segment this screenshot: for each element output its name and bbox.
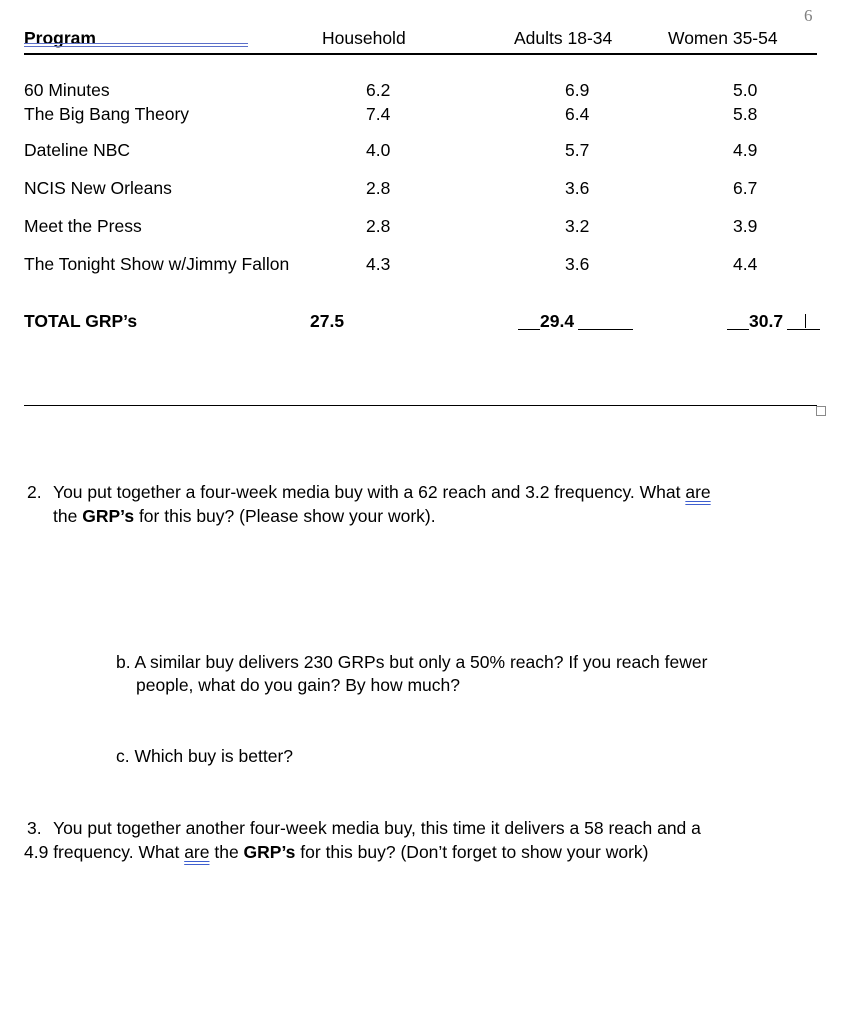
row-household: 2.8 [366,216,391,236]
total-adults: 29.4 [540,311,575,331]
q3-are-word: are [184,842,210,862]
row-household: 4.3 [366,254,391,274]
row-household: 4.0 [366,140,391,160]
total-women: 30.7 [749,311,784,331]
row-women: 5.0 [733,80,758,100]
row-adults: 5.7 [565,140,590,160]
q3-line2-mid: the [209,842,244,862]
program-underline-2 [24,46,248,47]
total-household: 27.5 [310,311,345,331]
row-household: 2.8 [366,178,391,198]
row-program: NCIS New Orleans [24,178,172,198]
total-women-blank-left [727,329,749,330]
header-women: Women 35-54 [668,28,778,48]
resize-handle[interactable] [816,406,826,416]
row-program: Dateline NBC [24,140,131,160]
row-adults: 6.9 [565,80,590,100]
program-underline [24,43,248,44]
qb-line1: b. A similar buy delivers 230 GRPs but only a 50% reach? If you reach fewer [116,652,708,672]
q2-grps-bold: GRP’s [82,506,135,526]
q2-line2-prefix: the [53,506,83,526]
q3-line2-prefix: 4.9 frequency. What [24,842,185,862]
total-label: TOTAL GRP’s [24,311,138,331]
row-program: The Big Bang Theory [24,104,190,124]
row-women: 4.9 [733,140,758,160]
header-household: Household [322,28,406,48]
header-program: Program [24,28,96,48]
row-women: 3.9 [733,216,758,236]
row-household: 6.2 [366,80,391,100]
q2-number: 2. [27,482,42,502]
row-adults: 6.4 [565,104,590,124]
row-household: 7.4 [366,104,391,124]
header-rule [24,53,817,55]
qc-text: c. Which buy is better? [116,746,294,766]
q3-number: 3. [27,818,42,838]
q2-line1 [53,484,711,502]
qb-line2: people, what do you gain? By how much? [136,675,460,695]
row-adults: 3.6 [565,178,590,198]
row-adults: 3.6 [565,254,590,274]
section-divider [24,405,817,406]
q3-line2-suffix: for this buy? (Don’t forget to show your work) [295,842,649,862]
page-number: 6 [804,6,813,25]
row-program: Meet the Press [24,216,142,236]
total-adults-blank-left [518,329,540,330]
row-women: 4.4 [733,254,758,274]
row-program: 60 Minutes [24,80,110,100]
total-adults-blank-right [578,329,633,330]
total-women-blank-right [787,329,820,330]
header-adults: Adults 18-34 [514,28,613,48]
q3-grps-bold: GRP’s [243,842,296,862]
q2-are-word: are [685,482,711,502]
row-women: 6.7 [733,178,758,198]
row-women: 5.8 [733,104,758,124]
q3-line1: You put together another four-week media buy, this time it delivers a 58 reach and a [53,818,701,838]
row-adults: 3.2 [565,216,590,236]
q3-line2 [24,844,648,862]
q2-line2-suffix: for this buy? (Please show your work). [134,506,436,526]
row-program: The Tonight Show w/Jimmy Fallon [24,254,290,274]
q2-line1-text: You put together a four-week media buy with a 62 reach and 3.2 frequency. What [53,482,686,502]
q2-line2 [53,508,436,526]
text-cursor [805,314,806,328]
